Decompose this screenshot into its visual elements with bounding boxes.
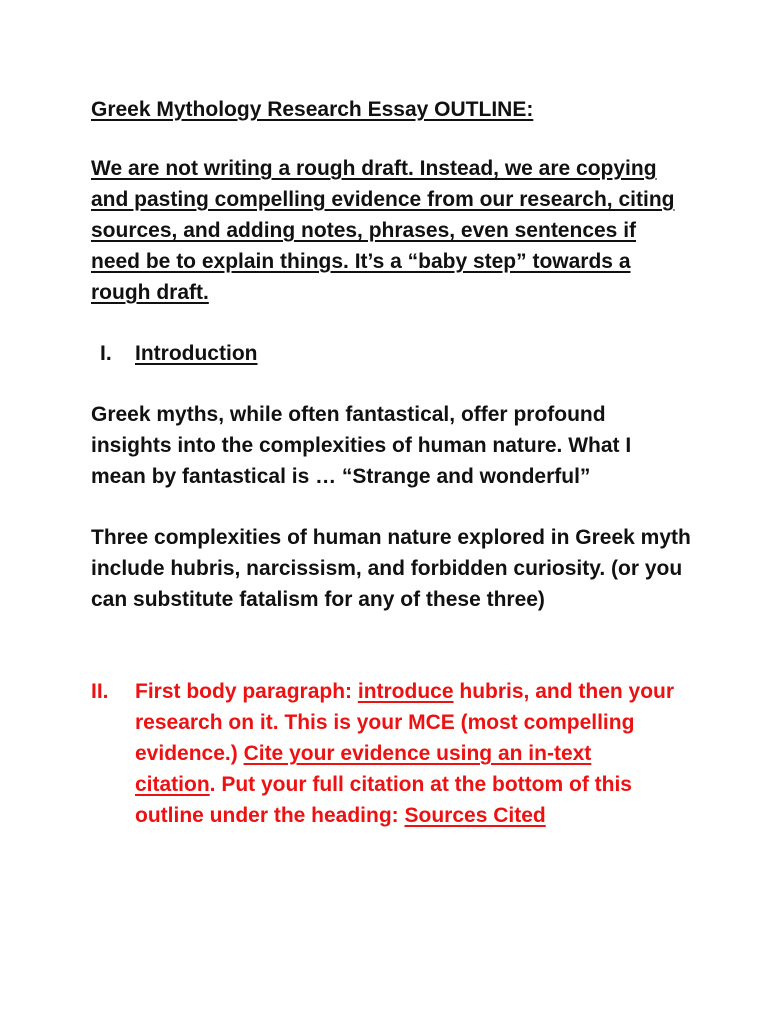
section-2-body (135, 676, 675, 831)
section-2-text-3: hubris, and then your research on it. This is your MCE (most compelling evidence.) (135, 680, 675, 765)
intro-paragraph-2: Three complexities of human nature explored in Greek myth include hubris, narcissism, and forbidden curiosity. (or you can substitute fatalism for any of these three) (91, 526, 691, 611)
intro-note: We are not writing a rough draft. Instead, we are copying and pasting compelling evidence from our research, citing sources, and adding notes, phrases, even sentences if need be to explain things. It’s a “baby step” towards a rough draft. (91, 157, 675, 304)
section-1-title: Introduction (135, 342, 258, 365)
sources-cited-label: Sources Cited (404, 804, 546, 827)
section-2-numeral: II. (91, 680, 109, 703)
section-2-text-1: First body paragraph: (135, 680, 358, 703)
section-2-text-2: introduce (357, 680, 454, 703)
section-2-text-4: Cite your evidence using an in-text citation (135, 742, 592, 796)
section-2-text-5: . Put your full citation at the bottom of this outline under the heading: (135, 773, 632, 827)
section-1-numeral: I. (100, 342, 112, 365)
intro-paragraph-1: Greek myths, while often fantastical, offer profound insights into the complexities of human nature. What I mean by fantastical is … “Strange and wonderful” (91, 403, 632, 488)
document-title: Greek Mythology Research Essay OUTLINE: (91, 98, 534, 121)
